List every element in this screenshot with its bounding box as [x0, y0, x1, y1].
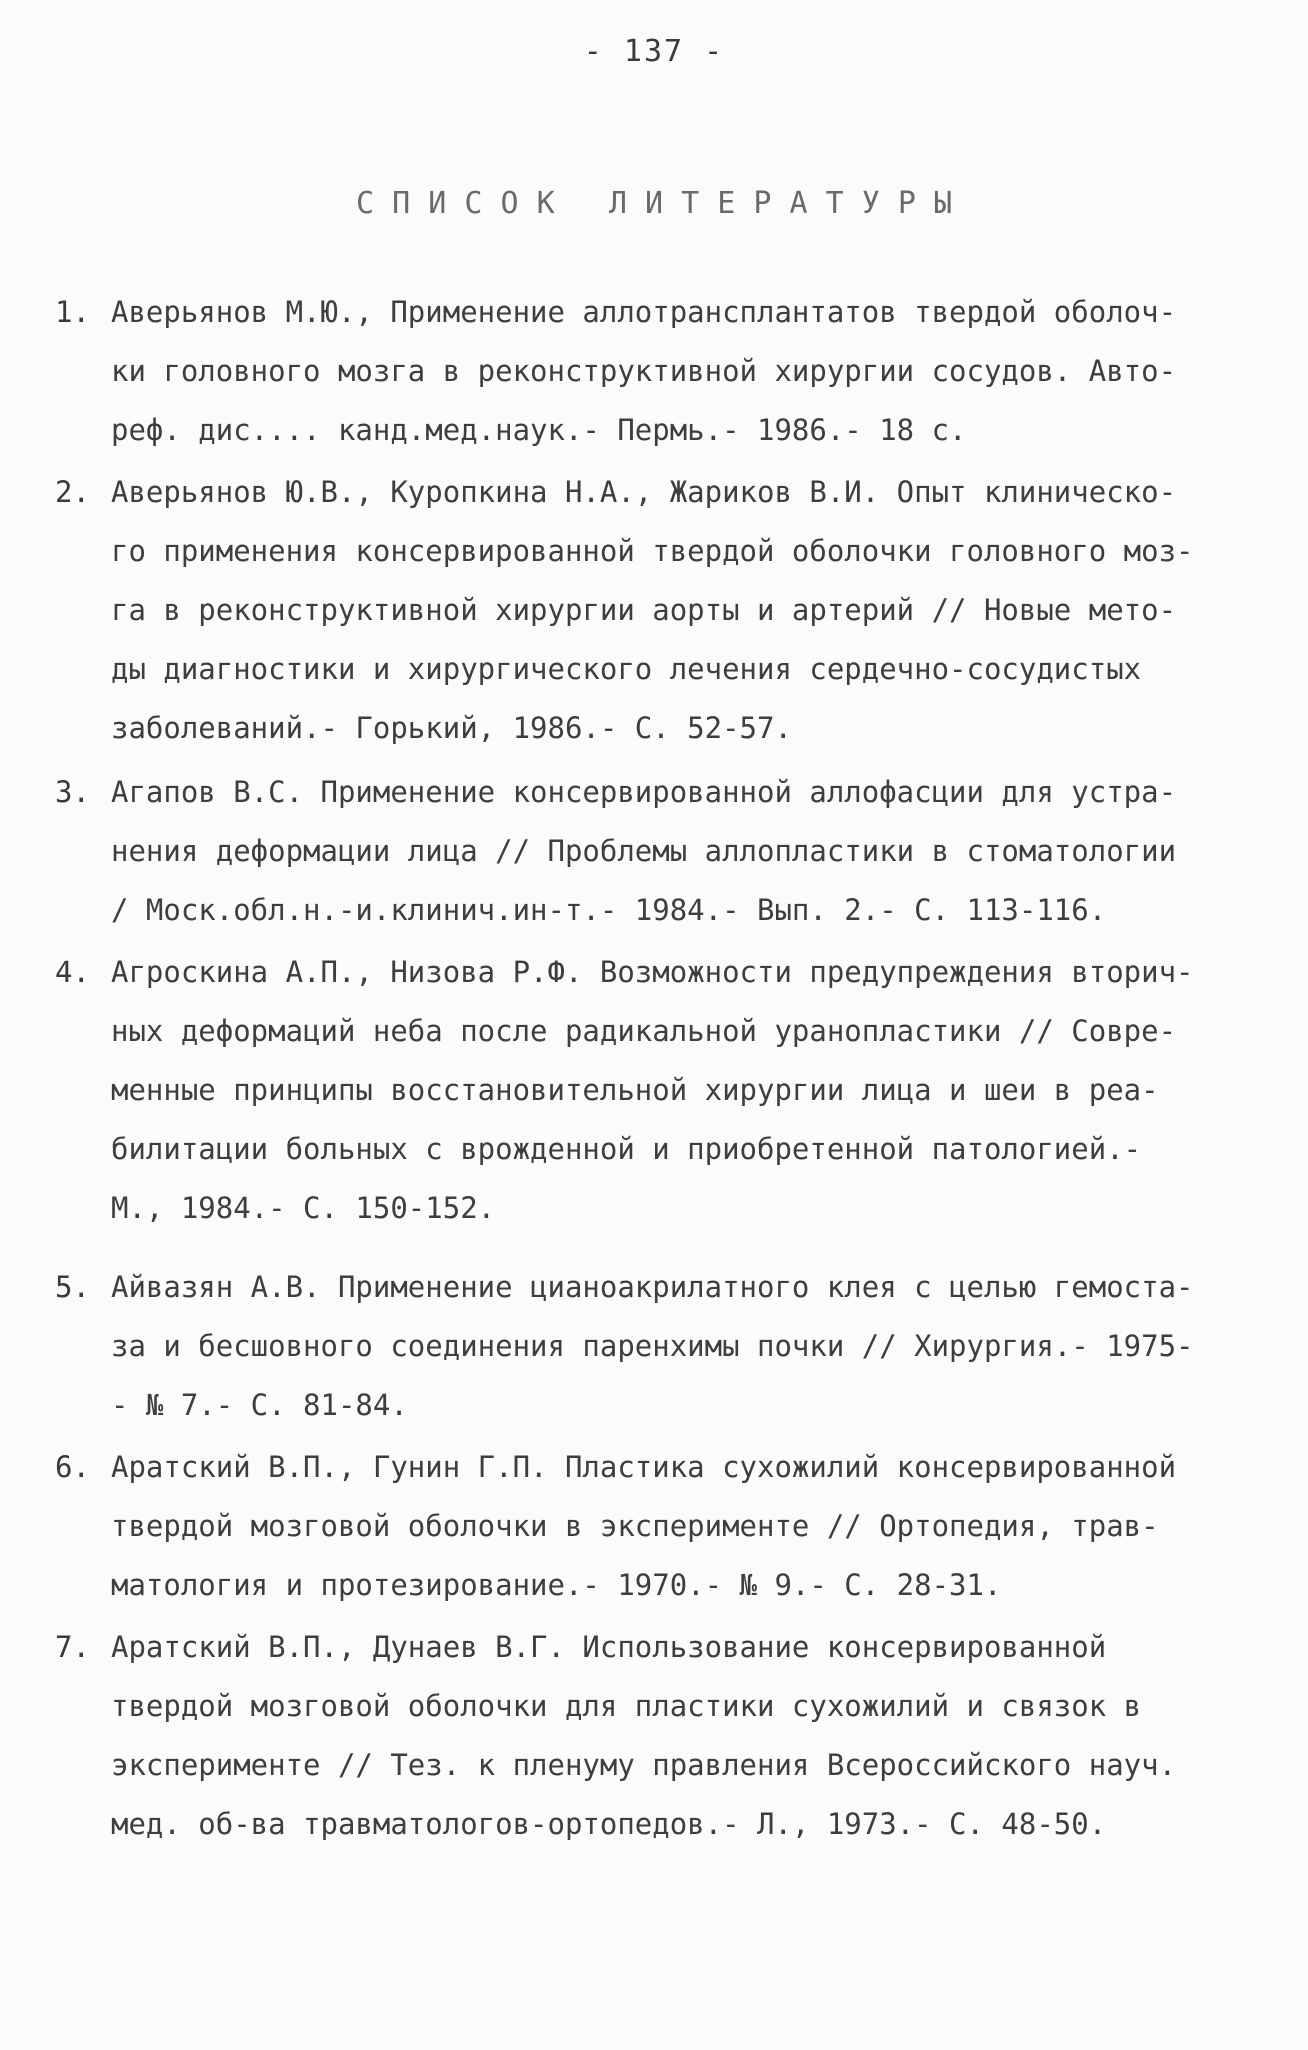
- reference-line: го применения консервированной твердой оболочки головного моз-: [111, 534, 1194, 568]
- reference-text: [111, 463, 1194, 758]
- reference-number: 6.: [55, 1450, 90, 1484]
- reference-line: за и бесшовного соединения паренхимы почки // Хирургия.- 1975-: [111, 1329, 1194, 1363]
- bibliography-title: С П И С О К Л И Т Е Р А Т У Р Ы: [355, 186, 953, 221]
- reference-text: [111, 283, 1176, 460]
- reference-line: менные принципы восстановительной хирургии лица и шеи в реа-: [111, 1073, 1159, 1107]
- reference-number: 7.: [55, 1630, 90, 1664]
- reference-line: ды диагностики и хирургического лечения сердечно-сосудистых: [111, 652, 1142, 686]
- reference-line: Аверьянов Ю.В., Куропкина Н.А., Жариков В.И. Опыт клиническо-: [111, 475, 1177, 509]
- reference-line: М., 1984.- С. 150-152.: [111, 1191, 496, 1225]
- reference-line: га в реконструктивной хирургии аорты и артерий // Новые мето-: [111, 593, 1177, 627]
- reference-line: ки головного мозга в реконструктивной хирургии сосудов. Авто-: [111, 354, 1177, 388]
- reference-number: 5.: [55, 1270, 90, 1304]
- reference-text: [111, 943, 1194, 1238]
- page-number: - 137 -: [583, 34, 725, 69]
- reference-line: твердой мозговой оболочки для пластики сухожилий и связок в: [111, 1689, 1142, 1723]
- reference-line: / Моск.обл.н.-и.клинич.ин-т.- 1984.- Вып. 2.- С. 113-116.: [111, 893, 1107, 927]
- reference-number: 4.: [55, 955, 90, 989]
- reference-number: 3.: [55, 775, 90, 809]
- reference-number: 1.: [55, 295, 90, 329]
- reference-line: билитации больных с врожденной и приобретенной патологией.-: [111, 1132, 1142, 1166]
- reference-line: эксперименте // Тез. к пленуму правления Всероссийского науч.: [111, 1748, 1177, 1782]
- reference-line: заболеваний.- Горький, 1986.- С. 52-57.: [111, 711, 792, 745]
- reference-text: [111, 1618, 1176, 1854]
- reference-line: матология и протезирование.- 1970.- № 9.- С. 28-31.: [111, 1568, 1002, 1602]
- reference-line: Агапов В.С. Применение консервированной аллофасции для устра-: [111, 775, 1177, 809]
- reference-line: ных деформаций неба после радикальной уранопластики // Совре-: [111, 1014, 1177, 1048]
- reference-text: [111, 1258, 1194, 1435]
- reference-line: Аратский В.П., Дунаев В.Г. Использование консервированной: [111, 1630, 1107, 1664]
- reference-text: [111, 763, 1176, 940]
- reference-line: Айвазян А.В. Применение цианоакрилатного клея с целью гемоста-: [111, 1270, 1194, 1304]
- reference-line: Аверьянов М.Ю., Применение аллотрансплантатов твердой оболоч-: [111, 295, 1177, 329]
- reference-line: - № 7.- С. 81-84.: [111, 1388, 408, 1422]
- reference-line: нения деформации лица // Проблемы аллопластики в стоматологии: [111, 834, 1177, 868]
- reference-line: Агроскина А.П., Низова Р.Ф. Возможности предупреждения вторич-: [111, 955, 1194, 989]
- reference-line: Аратский В.П., Гунин Г.П. Пластика сухожилий консервированной: [111, 1450, 1177, 1484]
- reference-text: [111, 1438, 1176, 1615]
- reference-line: твердой мозговой оболочки в эксперименте // Ортопедия, трав-: [111, 1509, 1159, 1543]
- reference-number: 2.: [55, 475, 90, 509]
- reference-line: реф. дис.... канд.мед.наук.- Пермь.- 1986.- 18 с.: [111, 413, 967, 447]
- reference-line: мед. об-ва травматологов-ортопедов.- Л., 1973.- С. 48-50.: [111, 1807, 1107, 1841]
